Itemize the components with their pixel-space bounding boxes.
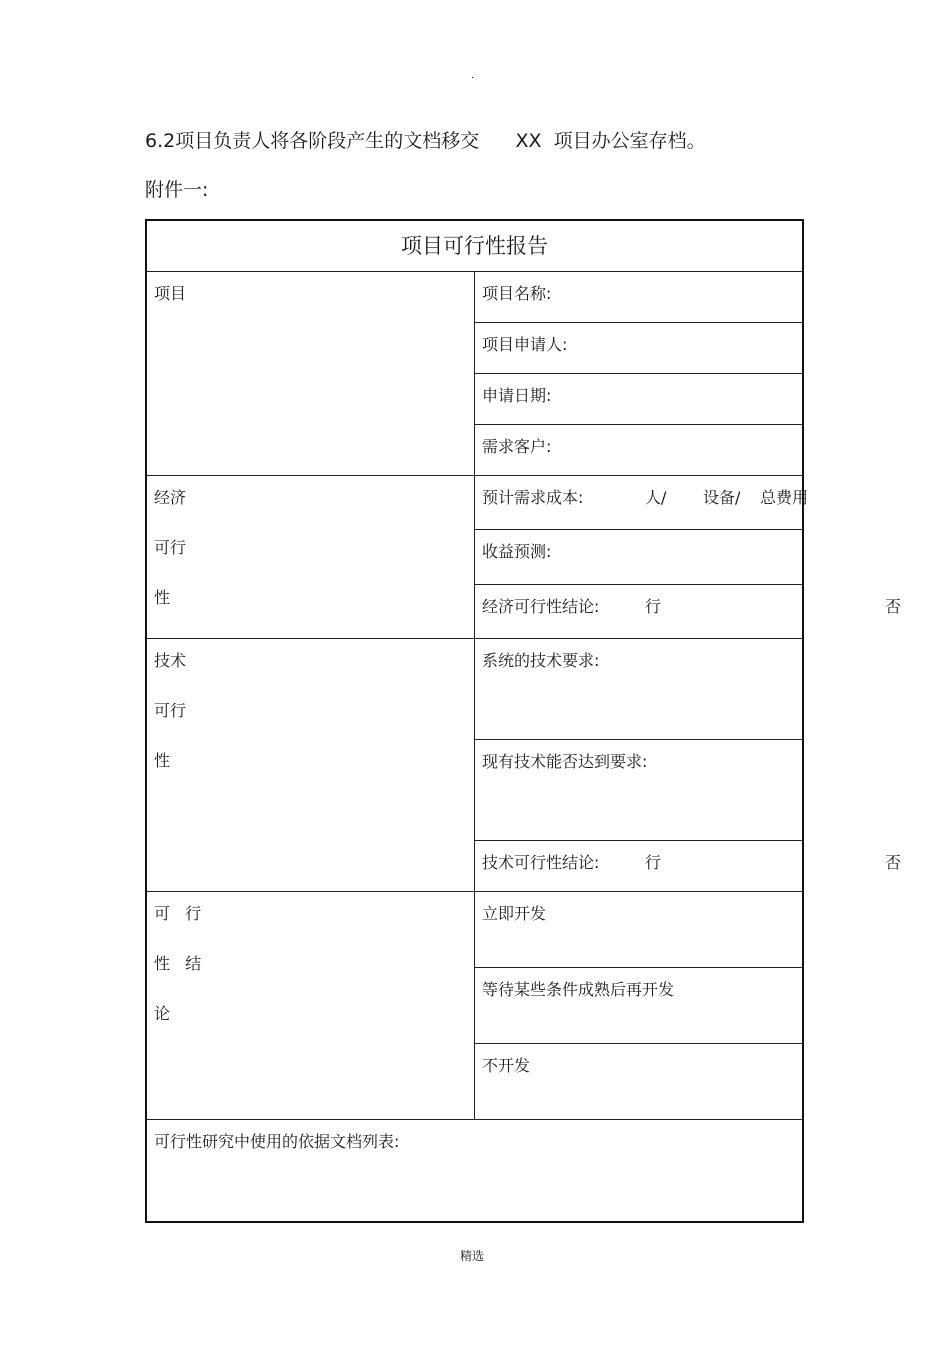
header-mark: . [471, 70, 475, 81]
category-conclusion [146, 892, 475, 1120]
category-economic [146, 476, 475, 639]
row-technical-conclusion [475, 841, 902, 892]
technical-option-yes: 行 [645, 853, 662, 872]
footer-label: 精选 [460, 1249, 485, 1263]
field-technical-requirements: 系统的技术要求: [475, 639, 804, 740]
paragraph-attachment-label: 附件一: [145, 179, 209, 201]
category-technical [146, 639, 475, 892]
category-project [146, 272, 475, 476]
cost-equipment: 设备/ [703, 488, 741, 507]
economic-option-no: 否 [885, 596, 902, 616]
option-develop-later: 等待某些条件成熟后再开发 [475, 968, 804, 1044]
option-do-not-develop: 不开发 [475, 1044, 804, 1120]
estimated-cost-label: 预计需求成本: [482, 488, 584, 507]
cost-total: 总费用 [760, 488, 809, 507]
category-economic-line-3: 性 [154, 588, 171, 607]
technical-conclusion-label: 技术可行性结论: [482, 853, 600, 872]
field-application-date: 申请日期: [475, 374, 804, 425]
cost-person: 人/ [645, 488, 667, 507]
category-technical-line-3: 性 [154, 751, 171, 770]
category-technical-line-1: 技术 [154, 651, 187, 670]
economic-option-yes: 行 [645, 596, 662, 616]
form-title: 项目可行性报告 [146, 220, 803, 272]
category-conclusion-line-1: 可 行 [154, 904, 202, 923]
category-conclusion-line-3: 论 [154, 1004, 171, 1023]
row-estimated-cost [475, 476, 809, 530]
category-economic-line-1: 经济 [154, 488, 187, 507]
feasibility-report-table [145, 219, 902, 1223]
row-economic-conclusion [475, 584, 902, 638]
field-revenue-forecast: 收益预测: [475, 530, 804, 584]
paragraph-archive-note: 6.2项目负责人将各阶段产生的文档移交 XX 项目办公室存档。 [145, 130, 706, 152]
category-conclusion-line-2: 性 结 [154, 954, 202, 973]
option-develop-now: 立即开发 [475, 892, 804, 968]
field-project-name: 项目名称: [475, 272, 804, 323]
technical-option-no: 否 [885, 853, 902, 872]
field-demand-customer: 需求客户: [475, 425, 804, 476]
field-reference-documents: 可行性研究中使用的依据文档列表: [146, 1120, 803, 1223]
category-project-label: 项目 [154, 284, 187, 303]
field-technical-capability: 现有技术能否达到要求: [475, 740, 804, 841]
category-technical-line-2: 可行 [154, 701, 187, 720]
economic-conclusion-label: 经济可行性结论: [482, 596, 600, 616]
field-project-applicant: 项目申请人: [475, 323, 804, 374]
category-economic-line-2: 可行 [154, 538, 187, 557]
